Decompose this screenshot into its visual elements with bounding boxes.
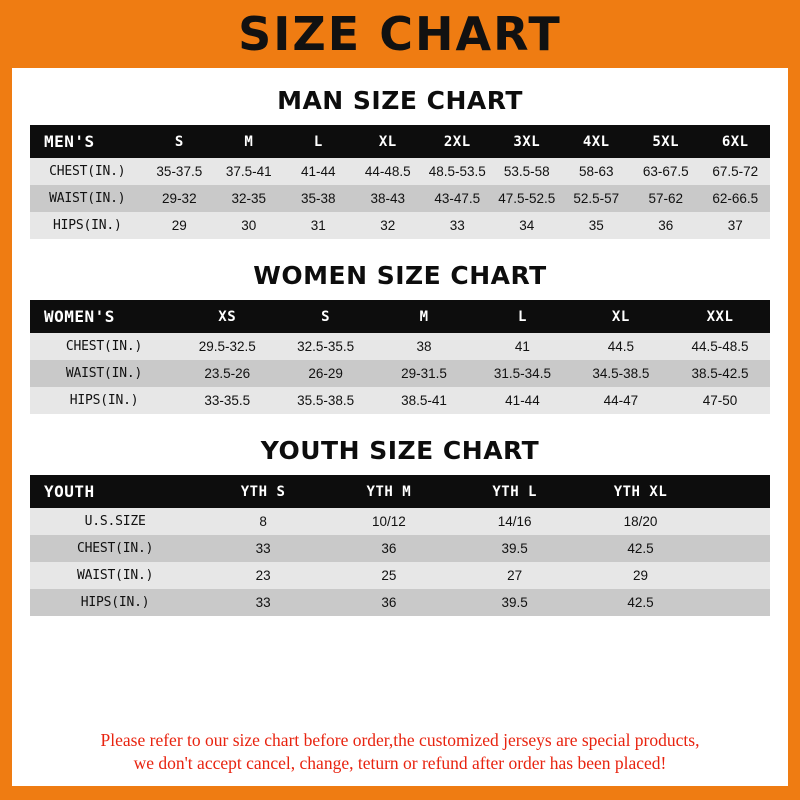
cell: 63-67.5 <box>642 164 689 179</box>
column-header: M <box>419 308 429 325</box>
cell: 31 <box>310 218 326 233</box>
cell: 10/12 <box>371 514 406 529</box>
cell: 27 <box>507 568 523 583</box>
cell: 34.5-38.5 <box>592 366 650 381</box>
cell: 53.5-58 <box>503 164 550 179</box>
youth-section-title: YOUTH SIZE CHART <box>260 436 540 465</box>
cell: 39.5 <box>501 595 528 610</box>
cell: 57-62 <box>648 191 683 206</box>
cell: 29-32 <box>162 191 197 206</box>
men-size-table <box>30 125 770 239</box>
cell: 41-44 <box>505 393 540 408</box>
table-header-row <box>30 475 770 508</box>
table-row <box>30 360 770 387</box>
cell: 44-48.5 <box>364 164 411 179</box>
table-row <box>30 387 770 414</box>
cell: 33 <box>449 218 465 233</box>
women-size-table <box>30 300 770 414</box>
cell-spacer <box>703 508 770 535</box>
row-label: HIPS(IN.) <box>69 393 139 408</box>
column-header: L <box>517 308 527 325</box>
column-header: XS <box>218 308 237 325</box>
table-row <box>30 212 770 239</box>
column-header: YTH L <box>492 483 537 500</box>
cell-spacer <box>703 562 770 589</box>
cell: 62-66.5 <box>712 191 759 206</box>
row-label: WAIST(IN.) <box>76 568 154 583</box>
cell: 32 <box>380 218 396 233</box>
cell: 33 <box>255 541 271 556</box>
cell: 43-47.5 <box>434 191 481 206</box>
cell: 31.5-34.5 <box>493 366 551 381</box>
table-header-row <box>30 300 770 333</box>
cell: 35-38 <box>301 191 336 206</box>
cell: 35-37.5 <box>156 164 203 179</box>
cell: 34 <box>519 218 535 233</box>
row-label: WAIST(IN.) <box>49 191 126 206</box>
cell-spacer <box>703 589 770 616</box>
cell: 23.5-26 <box>204 366 251 381</box>
cell: 29 <box>171 218 187 233</box>
column-header: 3XL <box>513 133 541 150</box>
cell: 48.5-53.5 <box>428 164 486 179</box>
cell: 36 <box>658 218 674 233</box>
column-header: 4XL <box>582 133 610 150</box>
cell: 47-50 <box>702 393 738 408</box>
column-header: WOMEN'S <box>44 307 115 326</box>
header-band <box>0 0 800 68</box>
cell: 38-43 <box>370 191 406 206</box>
women-section-title: WOMEN SIZE CHART <box>253 261 547 290</box>
cell: 37 <box>727 218 743 233</box>
column-header: YTH S <box>240 483 286 500</box>
column-header: XXL <box>706 308 734 325</box>
cell: 38.5-42.5 <box>691 366 749 381</box>
cell: 35 <box>588 218 604 233</box>
column-header: L <box>313 133 323 150</box>
cell: 29-31.5 <box>401 366 447 381</box>
table-row <box>30 562 770 589</box>
column-header: XL <box>378 133 397 150</box>
cell: 29.5-32.5 <box>198 339 256 354</box>
column-header: YTH M <box>366 483 412 500</box>
men-section-title: MAN SIZE CHART <box>277 86 523 115</box>
column-header: S <box>321 308 331 325</box>
footer-line-1: Please refer to our size chart before order,the customized jerseys are special products, <box>100 729 700 750</box>
column-header: S <box>174 133 184 150</box>
column-header: M <box>244 133 254 150</box>
cell: 14/16 <box>497 514 532 529</box>
cell: 38 <box>416 339 432 354</box>
cell: 44.5 <box>607 339 634 354</box>
row-label: HIPS(IN.) <box>52 218 122 233</box>
cell: 36 <box>381 595 397 610</box>
cell: 47.5-52.5 <box>498 191 556 206</box>
cell: 18/20 <box>623 514 658 529</box>
cell: 33 <box>255 595 271 610</box>
table-row <box>30 333 770 360</box>
column-header: MEN'S <box>44 132 95 151</box>
page-title: SIZE CHART <box>238 7 562 61</box>
youth-size-table <box>30 475 770 616</box>
table-header-row <box>30 125 770 158</box>
footer-line-2: we don't accept cancel, change, teturn or refund after order has been placed! <box>133 753 667 774</box>
column-header: 2XL <box>443 133 471 150</box>
cell: 41 <box>514 339 530 354</box>
row-label: HIPS(IN.) <box>80 595 150 610</box>
cell: 58-63 <box>578 164 614 179</box>
cell: 44.5-48.5 <box>691 339 749 354</box>
table-row <box>30 158 770 185</box>
cell: 37.5-41 <box>225 164 272 179</box>
column-header: 5XL <box>652 133 680 150</box>
cell: 29 <box>632 568 648 583</box>
cell: 30 <box>241 218 257 233</box>
row-label: WAIST(IN.) <box>65 366 143 381</box>
cell: 44-47 <box>603 393 639 408</box>
cell: 36 <box>381 541 397 556</box>
cell: 38.5-41 <box>401 393 447 408</box>
cell: 39.5 <box>501 541 528 556</box>
cell: 32.5-35.5 <box>297 339 355 354</box>
cell: 42.5 <box>627 541 654 556</box>
cell: 35.5-38.5 <box>297 393 355 408</box>
cell: 42.5 <box>627 595 654 610</box>
row-label: CHEST(IN.) <box>76 541 154 556</box>
cell: 26-29 <box>308 366 343 381</box>
cell: 33-35.5 <box>204 393 251 408</box>
row-label: CHEST(IN.) <box>49 164 126 179</box>
footer-disclaimer <box>12 723 788 786</box>
cell: 32-35 <box>231 191 267 206</box>
table-row <box>30 535 770 562</box>
cell: 52.5-57 <box>573 191 620 206</box>
cell-spacer <box>703 535 770 562</box>
table-row <box>30 185 770 212</box>
row-label: U.S.SIZE <box>84 514 146 529</box>
column-header: XL <box>611 308 630 325</box>
charts-container <box>12 68 788 723</box>
cell: 41-44 <box>301 164 336 179</box>
row-label: CHEST(IN.) <box>65 339 143 354</box>
cell: 23 <box>255 568 271 583</box>
column-header: YOUTH <box>44 482 95 501</box>
table-row <box>30 589 770 616</box>
column-header-spacer <box>703 475 770 508</box>
cell: 67.5-72 <box>712 164 759 179</box>
cell: 25 <box>381 568 397 583</box>
cell: 8 <box>259 514 267 529</box>
table-row <box>30 508 770 535</box>
column-header: YTH XL <box>613 483 668 500</box>
column-header: 6XL <box>721 133 749 150</box>
bottom-band <box>0 786 800 800</box>
